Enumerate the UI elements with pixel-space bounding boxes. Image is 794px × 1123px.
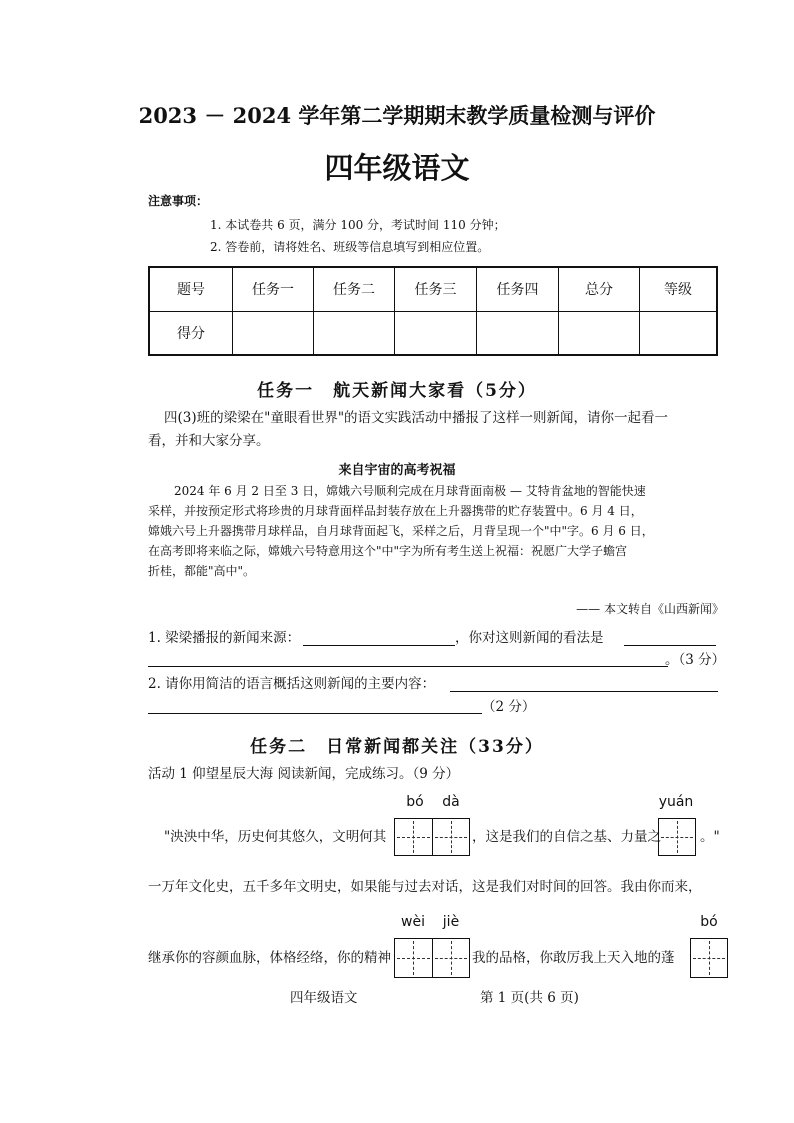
writing-cell[interactable]	[395, 819, 433, 855]
news-line: 嫦娥六号上升器携带月球样品，自月球背面起飞，采样之后，月背呈现一个"中"字。6 月 6 日，	[148, 524, 654, 538]
table-header-cell: 题号	[149, 267, 233, 311]
pinyin-label: bó	[406, 794, 424, 810]
passage-line1-part1: "泱泱中华，历史何其悠久，文明何其	[164, 829, 387, 845]
pinyin-label: dà	[442, 794, 460, 810]
news-line: 折桂，都能"高中"。	[148, 564, 256, 578]
writing-grid-wei-jie[interactable]	[394, 938, 470, 978]
pinyin-label: bó	[700, 914, 718, 930]
writing-cell[interactable]	[433, 939, 470, 977]
question-1-middle: ，你对这则新闻的看法是	[455, 630, 604, 646]
task1-intro-line2: 看，并和大家分享。	[148, 433, 270, 449]
exam-title: 2023 － 2024 学年第二学期期末教学质量检测与评价	[138, 103, 656, 128]
note-item-2: 2. 答卷前，请将姓名、班级等信息填写到相应位置。	[210, 240, 490, 254]
score-cell-task1[interactable]	[233, 311, 314, 355]
answer-blank-opinion-2[interactable]	[148, 666, 668, 667]
writing-cell[interactable]	[433, 819, 470, 855]
score-table	[148, 266, 718, 356]
passage-line1-part3: 。"	[700, 829, 720, 845]
table-header-cell: 总分	[559, 267, 640, 311]
answer-blank-summary-1[interactable]	[450, 691, 718, 692]
answer-blank-summary-2[interactable]	[148, 713, 482, 714]
footer-subject: 四年级语文	[290, 990, 358, 1006]
score-cell-grade[interactable]	[640, 311, 718, 355]
writing-grid-yuan[interactable]	[658, 818, 696, 856]
score-cell-total[interactable]	[559, 311, 640, 355]
table-header-cell: 任务四	[477, 267, 559, 311]
passage-line3-part1: 继承你的容颜血脉，体格经络，你的精神	[148, 950, 391, 966]
answer-blank-opinion-1[interactable]	[624, 645, 716, 646]
writing-grid-bo-da[interactable]	[394, 818, 470, 856]
score-cell-task2[interactable]	[314, 311, 395, 355]
passage-line1-part2: ，这是我们的自信之基、力量之	[472, 829, 661, 845]
writing-grid-bo[interactable]	[690, 938, 728, 978]
news-title: 来自宇宙的高考祝福	[338, 463, 456, 478]
news-source: —— 本文转自《山西新闻》	[576, 602, 724, 616]
news-line: 在高考即将来临之际，嫦娥六号特意用这个"中"字为所有考生送上祝福：祝愿广大学子蟾宫	[148, 544, 628, 558]
question-2-prompt: 2. 请你用简洁的语言概括这则新闻的主要内容：	[148, 676, 436, 692]
exam-subtitle: 四年级语文	[324, 151, 470, 185]
answer-blank-news-source[interactable]	[303, 645, 455, 646]
writing-cell[interactable]	[395, 939, 433, 977]
question-1-prefix: 1. 梁梁播报的新闻来源：	[148, 630, 301, 646]
activity-1-heading: 活动 1 仰望星辰大海 阅读新闻，完成练习。（9 分）	[148, 766, 460, 782]
pinyin-label: yuán	[658, 794, 694, 810]
note-item-1: 1. 本试卷共 6 页，满分 100 分，考试时间 110 分钟；	[210, 218, 506, 232]
writing-cell[interactable]	[659, 819, 695, 855]
score-row-label: 得分	[149, 311, 233, 355]
pinyin-label: wèi	[401, 914, 425, 930]
table-header-cell: 任务二	[314, 267, 395, 311]
pinyin-label: jiè	[442, 914, 460, 930]
score-cell-task4[interactable]	[477, 311, 559, 355]
question-1-score: 。（3 分）	[665, 652, 726, 668]
question-2-score: （2 分）	[482, 699, 536, 715]
footer-page-number: 第 1 页(共 6 页)	[480, 990, 579, 1006]
task1-intro-line1: 四(3)班的梁梁在"童眼看世界"的语文实践活动中播报了这样一则新闻，请你一起看一	[164, 410, 669, 426]
task1-title: 任务一 航天新闻大家看（5分）	[257, 381, 537, 401]
news-body	[148, 481, 728, 581]
task2-title: 任务二 日常新闻都关注（33分）	[250, 737, 544, 757]
news-line: 采样，并按预定形式将珍贵的月球背面样品封装存放在上升器携带的贮存装置中。6 月 4 日，	[148, 504, 643, 518]
notes-heading: 注意事项：	[148, 194, 209, 208]
table-header-cell: 任务一	[233, 267, 314, 311]
news-line: 2024 年 6 月 2 日至 3 日，嫦娥六号顺利完成在月球背面南极 — 艾特肯盆地的智能快速	[174, 484, 646, 498]
table-header-cell: 等级	[640, 267, 718, 311]
writing-cell[interactable]	[691, 939, 727, 977]
passage-line2: 一万年文化史，五千多年文明史，如果能与过去对话，这是我们对时间的回答。我由你而来，	[148, 879, 702, 895]
score-cell-task3[interactable]	[395, 311, 477, 355]
passage-line3-part2: 我的品格，你敢厉我上天入地的蓬	[472, 950, 675, 966]
table-header-cell: 任务三	[395, 267, 477, 311]
